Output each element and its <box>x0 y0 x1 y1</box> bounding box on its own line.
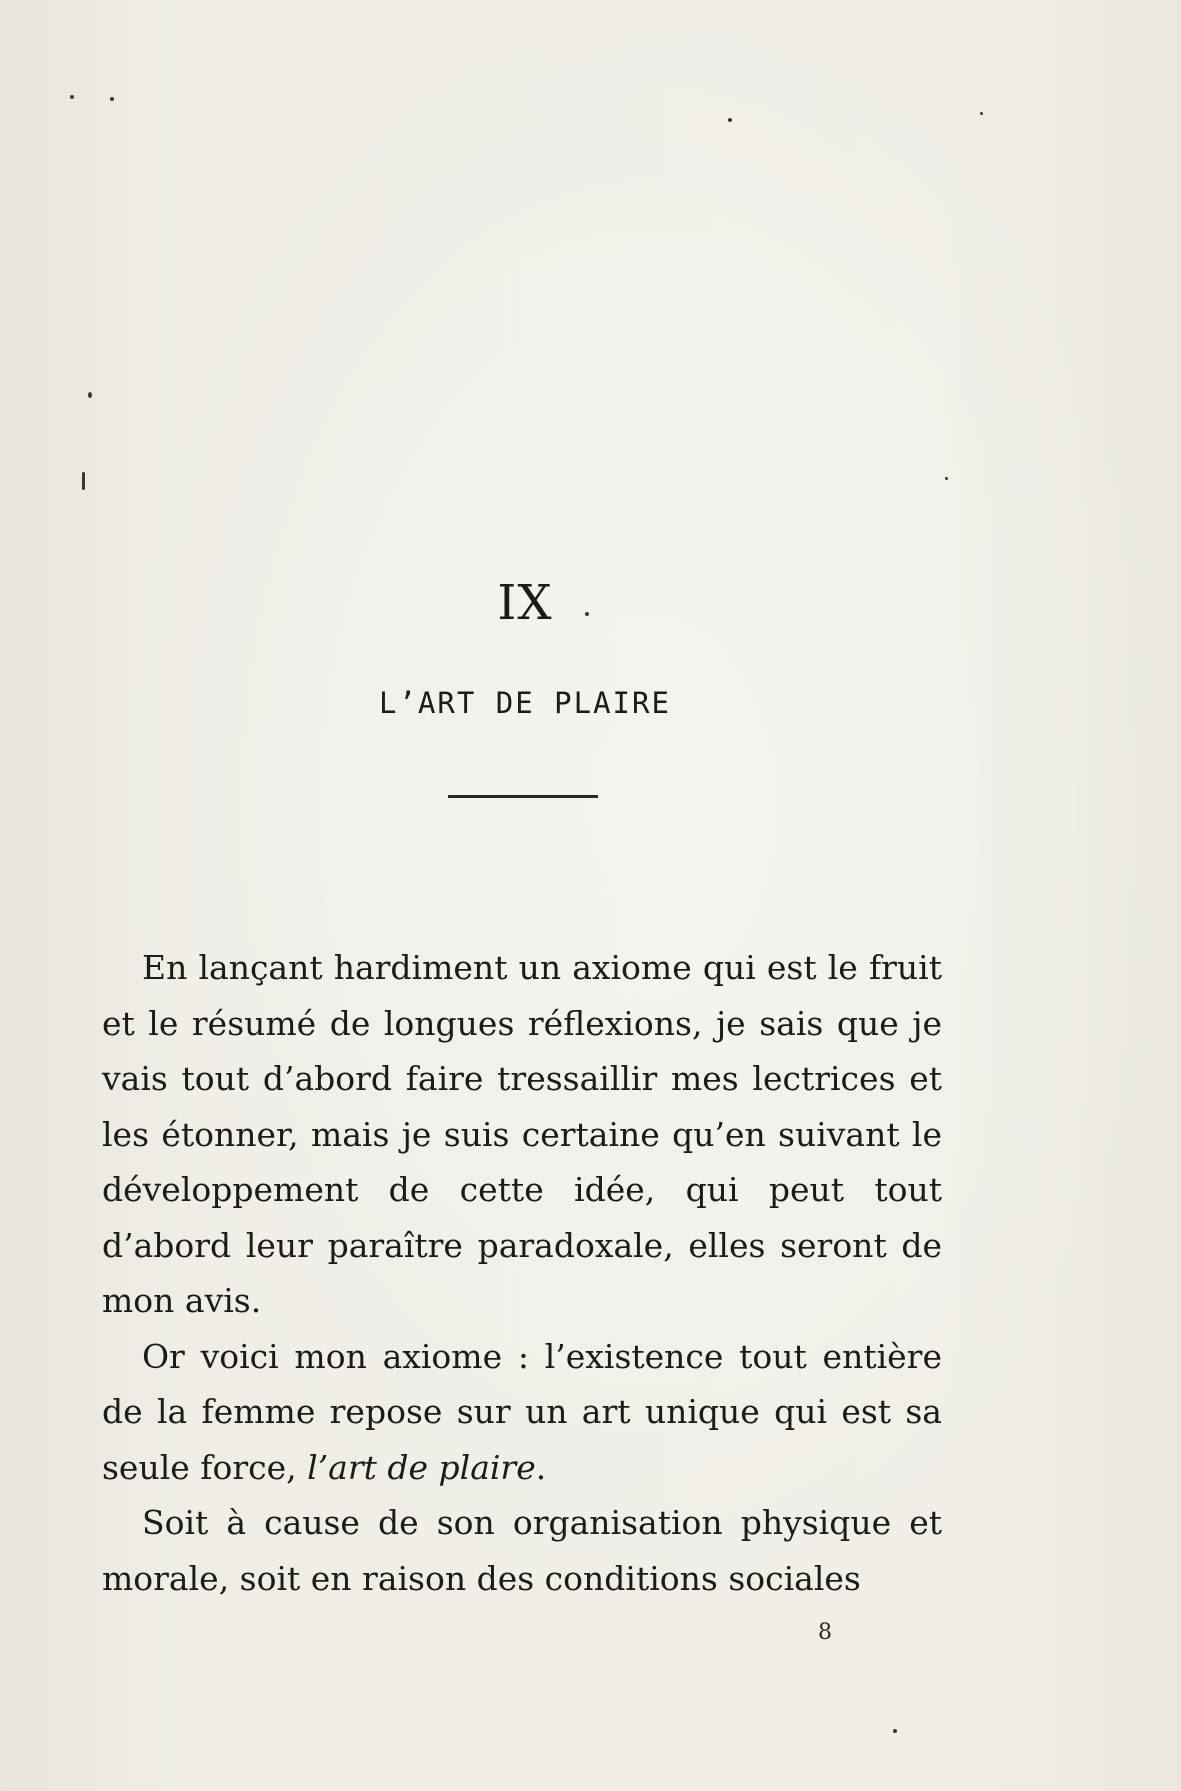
paragraph-3: Soit à cause de son organisation physique et morale, soit en raison des conditions sociales <box>102 1503 942 1598</box>
print-speck <box>88 392 92 398</box>
paragraph-2 <box>102 1329 942 1496</box>
print-speck <box>945 477 948 480</box>
paragraph-1: En lançant hardiment un axiome qui est le fruit et le résumé de longues réflexions, je sais que je vais tout d’abord faire tressaillir mes lectrices et les étonner, mais je suis certaine qu’en suivant le développement de cette idée, qui peut tout d’abord leur paraître paradoxale, elles seront de mon avis. <box>102 948 942 1320</box>
signature-mark: 8 <box>818 1620 832 1645</box>
print-speck <box>82 472 85 490</box>
paragraph-2-end: . <box>535 1447 547 1487</box>
body-text <box>102 940 942 1606</box>
print-speck <box>110 97 114 101</box>
paragraph-2-emphasis: l’art de plaire <box>307 1447 536 1487</box>
paragraph-2-text: Or voici mon axiome : l’existence tout entière de la femme repose sur un art unique qui est sa seule force, <box>102 1336 942 1487</box>
title-rule <box>448 795 598 798</box>
chapter-number: IX <box>497 575 553 631</box>
print-speck <box>70 95 74 99</box>
print-speck <box>893 1729 897 1733</box>
chapter-title: L’ART DE PLAIRE <box>379 686 671 720</box>
print-speck <box>980 112 983 115</box>
print-speck <box>728 118 732 122</box>
